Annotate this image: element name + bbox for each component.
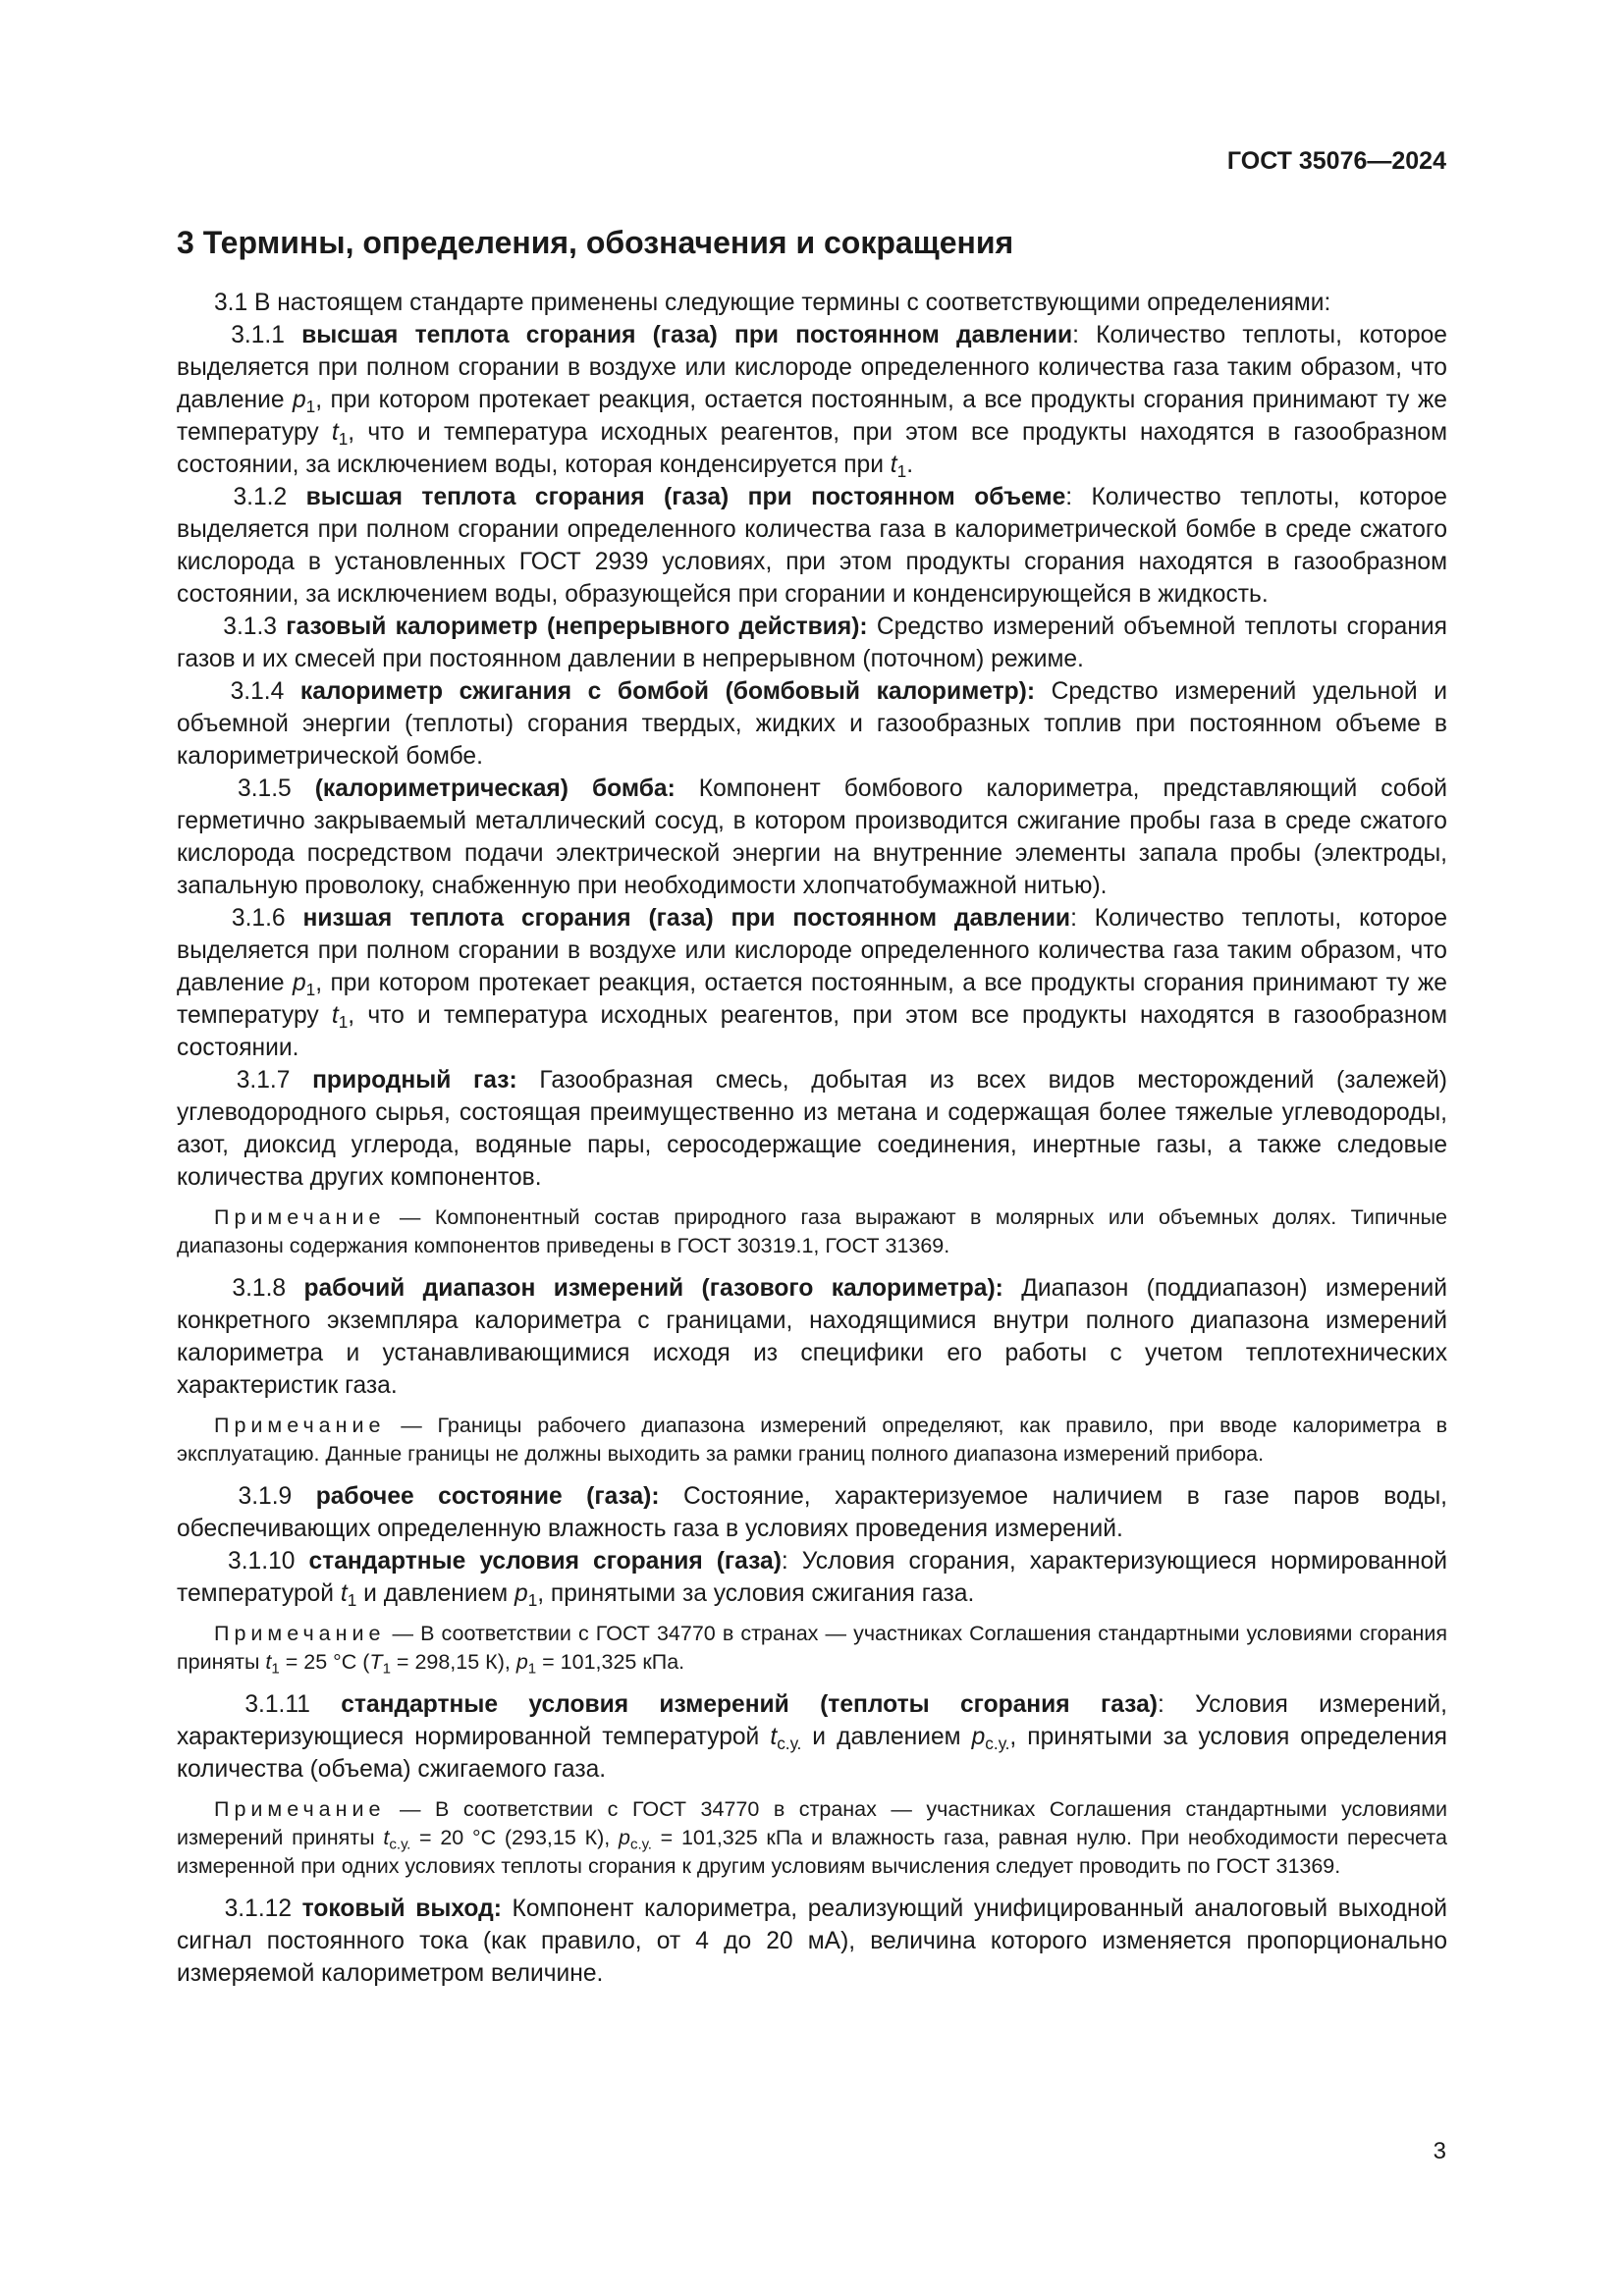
term-3-1-1: 3.1.1 высшая теплота сгорания (газа) при постоянном давлении: Количество теплоты, которое выделяется при полном сгорании в воздухе или кислороде определенного количества газа таким образом, что давление $p_1$, при котором протекает реакция, остается постоянным, а все продукты сгорания принимают ту же температуру $t_1$, что и температура исходных реагентов, при этом все продукты находятся в газообразном состоянии, за исключением воды, которая конденсируется при $t_1$. [177,322,1447,482]
page-content [177,224,1447,1990]
term-3-1-3: 3.1.3 газовый калориметр (непрерывного действия): Средство измерений объемной теплоты сгорания газов и их смесей при постоянном давлении в непрерывном (поточном) режиме. [177,614,1447,673]
term-number: 3.1.1 [231,322,285,349]
term-3-1-9: 3.1.9 рабочее состояние (газа): Состояние, характеризуемое наличием в газе паров воды, обеспечивающих определенную влажность газа в условиях проведения измерений. [177,1483,1448,1543]
term-3-1-12: 3.1.12 токовый выход: Компонент калориметра, реализующий унифицированный аналоговый выходной сигнал постоянного тока (как правило, от 4 до 20 мА), величина которого изменяется пропорционально измеряемой калориметром величине. [177,1896,1448,1988]
term-number: 3.1.4 [230,678,285,706]
term-number: 3.1.10 [228,1548,296,1575]
note-3: Примечание — В соответствии с ГОСТ 34770 в странах — участниках Соглашения стандартными условиями сгорания приняты $t_1 = 25$ °C ($T_1 = 298,15$ К), $p_1 = 101,325$ кПа. [177,1622,1447,1678]
term-number: 3.1.2 [233,484,288,511]
section-title: 3 Термины, определения, обозначения и сокращения [177,225,1014,260]
term-name: рабочий диапазон измерений (газового калориметра): [303,1275,1003,1303]
term-3-1-7: 3.1.7 природный газ: Газообразная смесь, добытая из всех видов месторождений (залежей) углеводородного сырья, состоящая преимущественно из метана и содержащая более тяжелые углеводороды, азот, диоксид углерода, водяные пары, серосодержащие соединения, инертные газы, а также следовые количества других компонентов. [177,1067,1447,1192]
term-name: стандартные условия сгорания (газа) [308,1548,782,1575]
term-number: 3.1.3 [223,614,277,641]
intro-paragraph: 3.1 В настоящем стандарте применены следующие термины с соответствующими определениями: [214,290,1331,317]
term-name: (калориметрическая) бомба: [314,775,676,803]
term-name: стандартные условия измерений (теплоты сгорания газа) [341,1691,1158,1719]
term-3-1-4: 3.1.4 калориметр сжигания с бомбой (бомбовый калориметр): Средство измерений удельной и объемной энергии (теплоты) сгорания твердых, жидких и газообразных топлив при постоянном объеме в калориметрической бомбе. [177,678,1448,771]
term-name: газовый калориметр (непрерывного действия): [286,614,868,641]
note-label: Примечание [214,1622,386,1646]
note-2: Примечание — Границы рабочего диапазона измерений определяют, как правило, при вводе калориметра в эксплуатацию. Данные границы не должны выходить за рамки границ полного диапазона измерений прибора. [177,1414,1447,1467]
note-4: Примечание — В соответствии с ГОСТ 34770 в странах — участниках Соглашения стандартными условиями измерений приняты $t_{с.у.} = 20$ °C (293,15 К), $p_{с.у.} = 101,325$ кПа и влажность газа, равная нулю. При необходимости пересчета измеренной при одних условиях теплоты сгорания к другим условиям вычисления следует проводить по ГОСТ 31369. [177,1797,1447,1879]
term-3-1-8: 3.1.8 рабочий диапазон измерений (газового калориметра): Диапазон (поддиапазон) измерений конкретного экземпляра калориметра с границами, находящимися внутри полного диапазона измерений калориметра и устанавливающимися исходя из специфики его работы с учетом теплотехнических характеристик газа. [177,1275,1447,1400]
term-number: 3.1.9 [238,1483,293,1511]
page-number: 3 [1433,2138,1446,2164]
term-number: 3.1.11 [244,1691,310,1719]
term-name: природный газ: [312,1067,517,1095]
term-number: 3.1.6 [231,905,286,933]
term-number: 3.1.7 [236,1067,291,1095]
note-label: Примечание [214,1797,386,1822]
term-3-1-5: 3.1.5 (калориметрическая) бомба: Компонент бомбового калориметра, представляющий собой герметично закрываемый металлический сосуд, в котором производится сжигание пробы газа в среде сжатого кислорода посредством подачи электрической энергии на внутренние элементы запала пробы (электроды, запальную проволоку, снабженную при необходимости хлопчатобумажной нитью). [177,775,1447,900]
term-number: 3.1.8 [232,1275,287,1303]
document-code: ГОСТ 35076—2024 [1226,147,1446,175]
term-number: 3.1.12 [224,1896,293,1923]
note-label: Примечание [214,1205,386,1230]
term-3-1-2: 3.1.2 высшая теплота сгорания (газа) при постоянном объеме: Количество теплоты, которое выделяется при полном сгорании определенного количества газа в калориметрической бомбе в среде сжатого кислорода в установленных ГОСТ 2939 условиях, при этом продукты сгорания находятся в газообразном состоянии, за исключением воды, образующейся при сгорании и конденсирующейся в жидкость. [177,484,1447,609]
term-name: высшая теплота сгорания (газа) при постоянном давлении [301,322,1073,349]
note-label: Примечание [214,1414,386,1438]
term-name: калориметр сжигания с бомбой (бомбовый калориметр): [299,678,1036,706]
term-3-1-6: 3.1.6 низшая теплота сгорания (газа) при постоянном давлении: Количество теплоты, которое выделяется при полном сгорании в воздухе или кислороде определенного количества газа таким образом, что давление $p_1$, при котором протекает реакция, остается постоянным, а все продукты сгорания принимают ту же температуру $t_1$, что и температура исходных реагентов, при этом все продукты находятся в газообразном состоянии. [177,905,1448,1062]
term-3-1-10: 3.1.10 стандартные условия сгорания (газа): Условия сгорания, характеризующиеся нормированной температурой $t_1$ и давлением $p_1$, принятыми за условия сжигания газа. [177,1548,1447,1611]
term-name: рабочее состояние (газа): [315,1483,660,1511]
term-name: низшая теплота сгорания (газа) при постоянном давлении [302,905,1071,933]
term-name: токовый выход: [301,1896,502,1923]
term-name: высшая теплота сгорания (газа) при постоянном объеме [305,484,1066,511]
note-1: Примечание — Компонентный состав природного газа выражают в молярных или объемных долях. Типичные диапазоны содержания компонентов приведены в ГОСТ 30319.1, ГОСТ 31369. [177,1205,1447,1258]
term-number: 3.1.5 [238,775,292,803]
term-3-1-11: 3.1.11 стандартные условия измерений (теплоты сгорания газа): Условия измерений, характеризующиеся нормированной температурой $t_{с.у.}$ и давлением $p_{с.у.}$, принятыми за условия определения количества (объема) сжигаемого газа. [177,1691,1447,1784]
